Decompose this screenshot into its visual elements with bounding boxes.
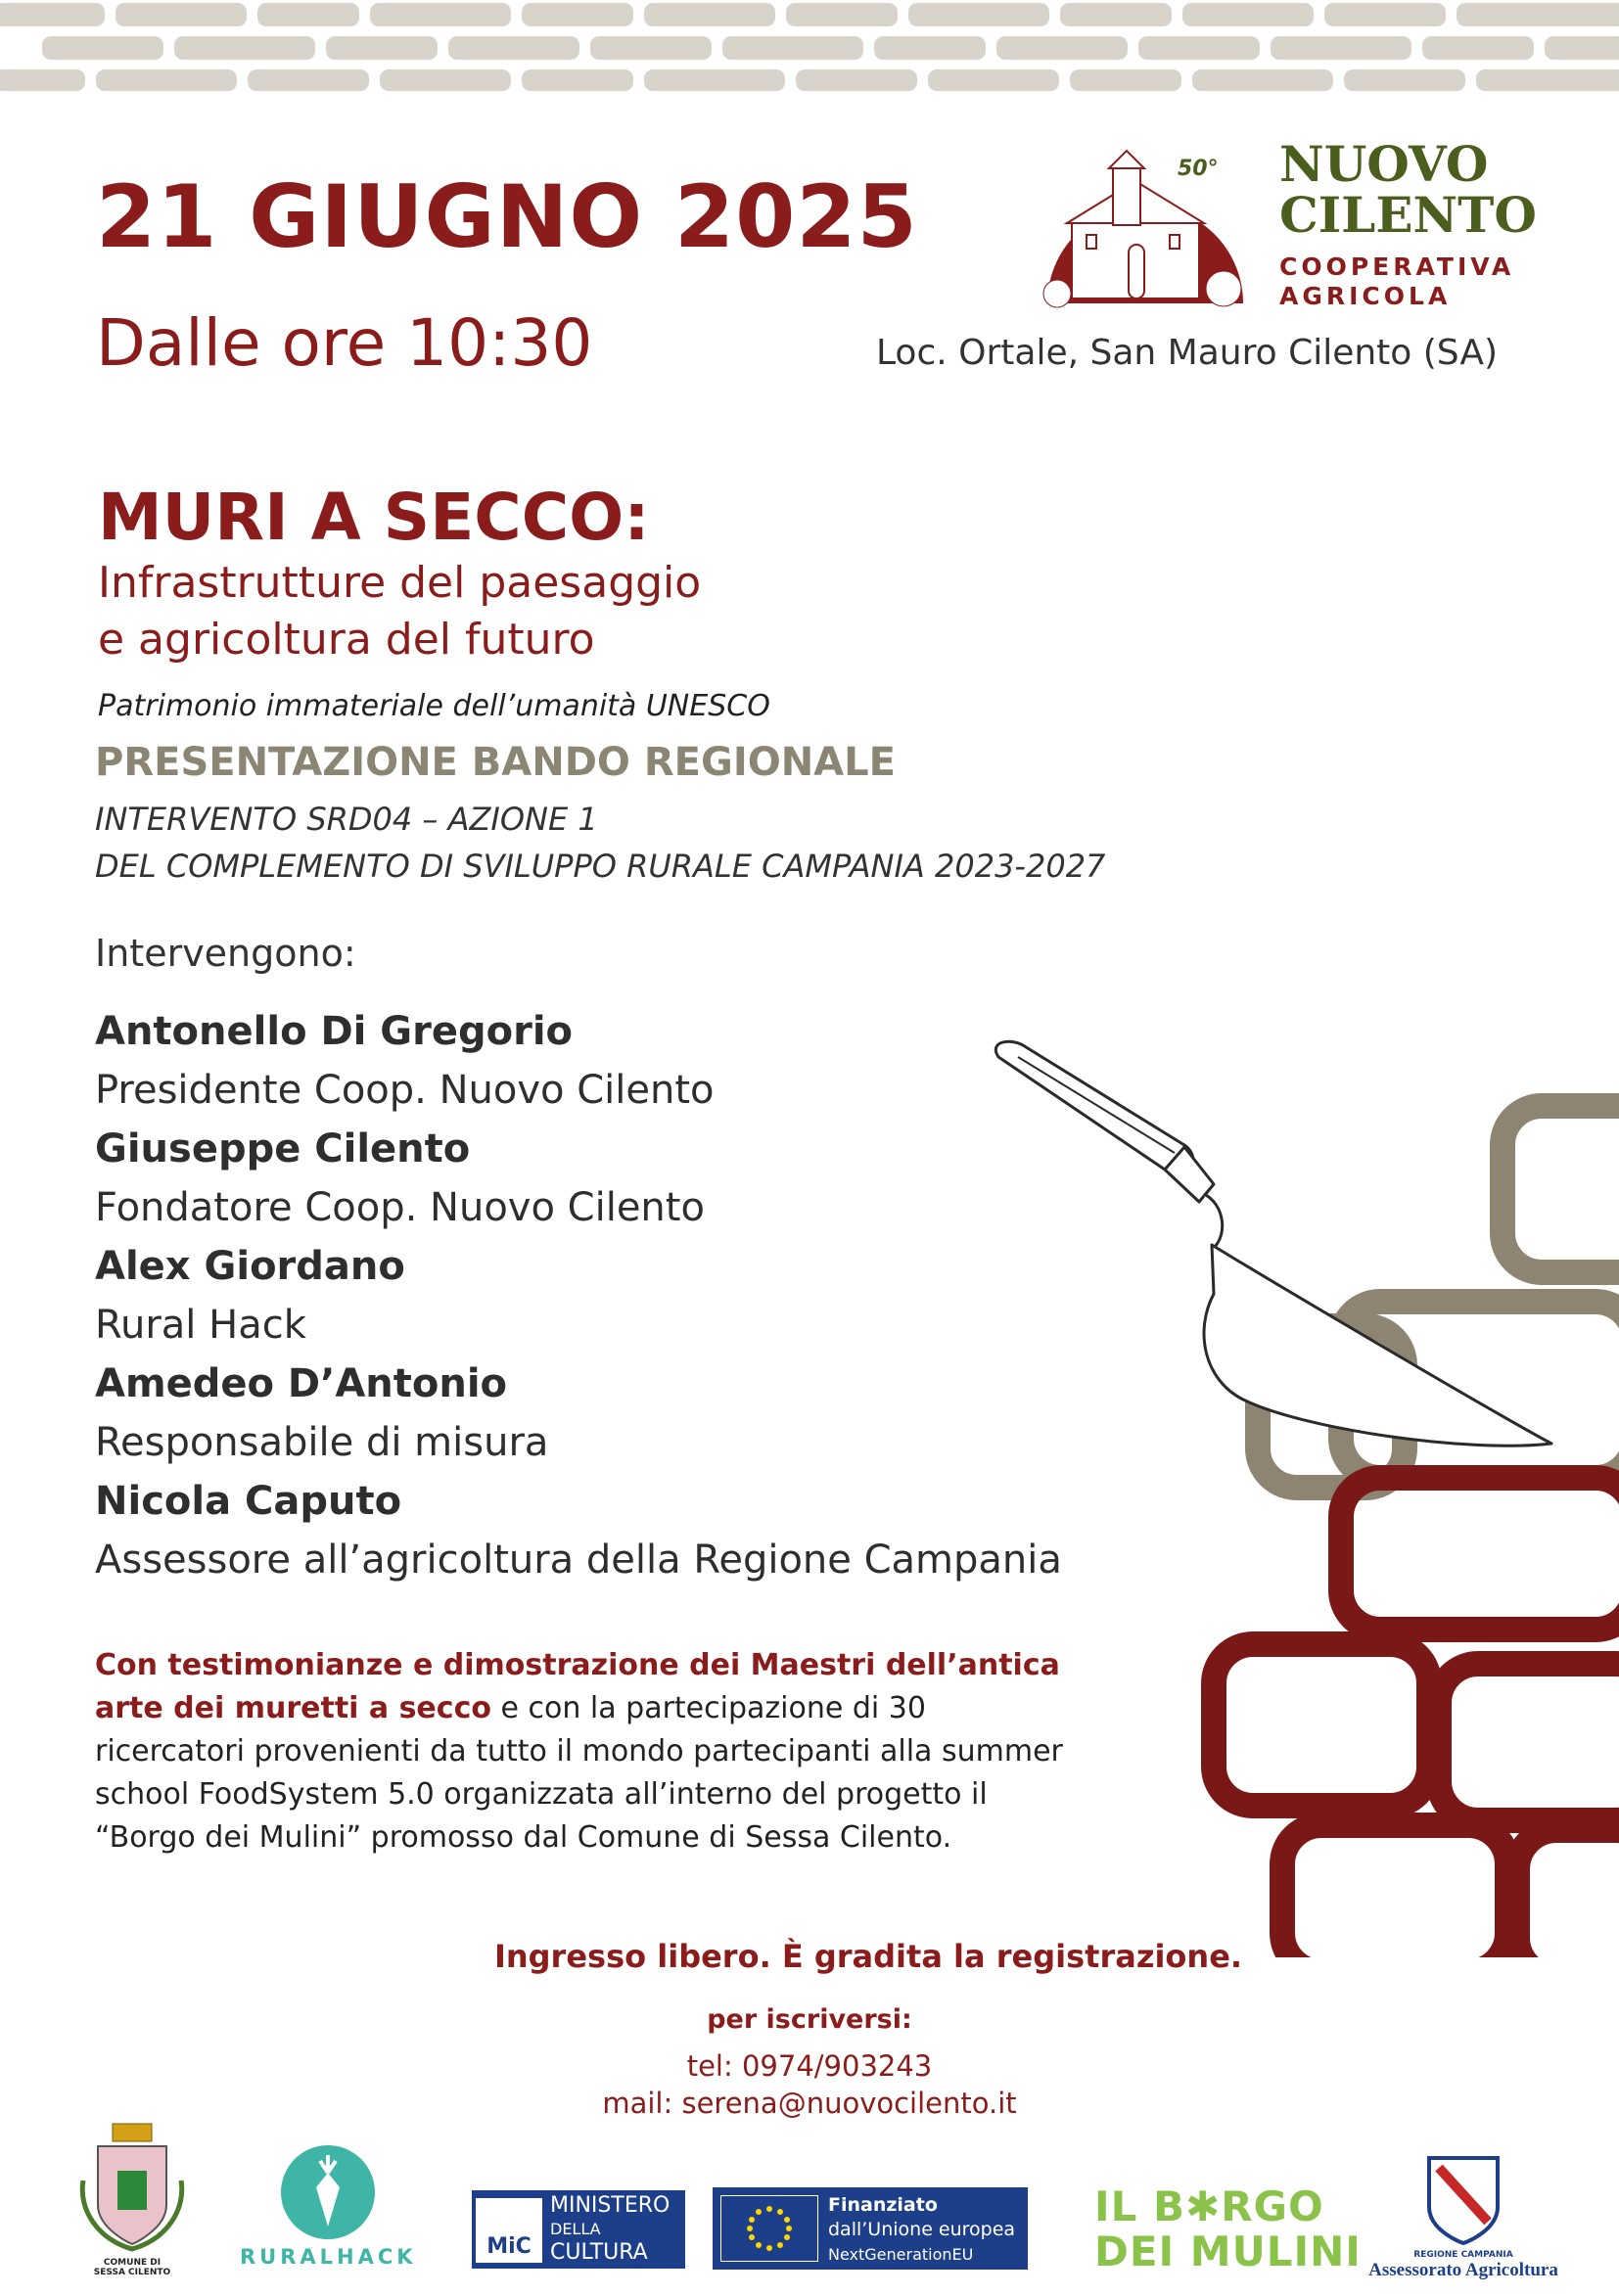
logo-name-line1: NUOVO xyxy=(1279,135,1489,193)
carrot-icon xyxy=(279,2143,377,2241)
regione-shield-icon xyxy=(1424,2153,1503,2246)
description-text: e con la partecipazione di 30 ricercatori provenienti da tutto il mondo partecipanti alla summer school FoodSystem 5.0 organizzata all’interno del progetto il “Borgo dei Mulini” promosso dal Comune di Sessa Cilento. xyxy=(95,1691,1063,1855)
mic-line1: MINISTERO xyxy=(550,2193,671,2218)
logo-sub-line2: AGRICOLA xyxy=(1279,282,1452,310)
borgo-dei-mulini-logo xyxy=(1094,2182,1362,2282)
nuovo-cilento-logo xyxy=(1033,117,1542,313)
borgo-line2: DEI MULINI xyxy=(1094,2227,1362,2275)
speaker-name: Amedeo D’Antonio xyxy=(95,1361,508,1406)
speaker-name: Antonello Di Gregorio xyxy=(95,1009,574,1054)
event-subtitle-line1: Infrastrutture del paesaggio xyxy=(98,558,702,608)
registration-heading: per iscriversi: xyxy=(707,2004,912,2035)
regione-small-label: REGIONE CAMPANIA xyxy=(1413,2250,1513,2260)
speaker-role: Rural Hack xyxy=(95,1303,306,1348)
ruralhack-logo xyxy=(240,2143,416,2280)
eu-line1: Finanziato xyxy=(828,2194,938,2216)
speaker-role: Fondatore Coop. Nuovo Cilento xyxy=(95,1185,705,1230)
speaker-name: Giuseppe Cilento xyxy=(95,1126,471,1171)
event-location: Loc. Ortale, San Mauro Cilento (SA) xyxy=(876,333,1498,373)
speakers-list xyxy=(95,1002,1318,1589)
anniversary-badge: 50° xyxy=(1178,157,1219,181)
mic-line3: CULTURA xyxy=(550,2240,648,2265)
mic-badge: MiC xyxy=(476,2198,542,2263)
speaker-role: Responsabile di misura xyxy=(95,1420,549,1465)
event-title: MURI A SECCO: xyxy=(98,480,650,555)
email-contact[interactable]: mail: serena@nuovocilento.it xyxy=(602,2087,1017,2120)
eu-line2: dall’Unione europea xyxy=(828,2219,1016,2240)
coat-of-arms-icon xyxy=(78,2122,186,2254)
bando-heading: PRESENTAZIONE BANDO REGIONALE xyxy=(95,740,896,785)
eu-funding-logo xyxy=(713,2187,1028,2270)
event-date: 21 GIUGNO 2025 xyxy=(96,166,918,267)
speaker-item xyxy=(95,1355,1318,1472)
intervento-line2: DEL COMPLEMENTO DI SVILUPPO RURALE CAMPANIA 2023-2027 xyxy=(95,848,1106,885)
entry-note: Ingresso libero. È gradita la registrazione. xyxy=(493,1938,1243,1975)
speaker-role: Assessore all’agricoltura della Regione Campania xyxy=(95,1538,1062,1583)
logo-name-line2: CILENTO xyxy=(1279,186,1537,244)
ruralhack-label: RURALHACK xyxy=(240,2245,417,2269)
ministero-cultura-logo xyxy=(472,2190,685,2269)
speaker-item xyxy=(95,1002,1318,1120)
regione-label: Assessorato Agricoltura xyxy=(1368,2260,1558,2280)
speaker-item xyxy=(95,1472,1318,1589)
logo-sub-line1: COOPERATIVA xyxy=(1279,253,1515,281)
sessa-cilento-logo xyxy=(78,2122,186,2278)
intervento-line1: INTERVENTO SRD04 – AZIONE 1 xyxy=(95,801,598,838)
eu-flag-icon xyxy=(720,2195,818,2262)
speakers-heading: Intervengono: xyxy=(95,932,356,975)
speaker-role: Presidente Coop. Nuovo Cilento xyxy=(95,1068,715,1113)
borgo-line1: IL B✱RGO xyxy=(1094,2182,1324,2230)
speaker-name: Alex Giordano xyxy=(95,1244,405,1289)
speaker-item xyxy=(95,1237,1318,1355)
church-logo-icon xyxy=(1033,127,1258,313)
description-highlight: Con testimonianze e dimostrazione dei Maestri dell’antica arte dei muretti a secco xyxy=(95,1648,1060,1725)
sessa-label-line1: COMUNE DI xyxy=(103,2258,162,2268)
regione-campania-logo xyxy=(1356,2153,1571,2285)
unesco-note: Patrimonio immateriale dell’umanità UNESCO xyxy=(98,689,770,723)
phone-contact[interactable]: tel: 0974/903243 xyxy=(686,2049,933,2083)
sessa-label-line2: SESSA CILENTO xyxy=(93,2268,171,2277)
event-time: Dalle ore 10:30 xyxy=(96,305,593,381)
event-description xyxy=(95,1644,1074,1860)
eu-line3: NextGenerationEU xyxy=(828,2245,974,2264)
speaker-name: Nicola Caputo xyxy=(95,1479,402,1524)
mic-line2: DELLA xyxy=(550,2220,601,2238)
speaker-item xyxy=(95,1120,1318,1237)
stone-wall-banner xyxy=(0,0,1619,98)
event-subtitle-line2: e agricoltura del futuro xyxy=(98,615,595,665)
